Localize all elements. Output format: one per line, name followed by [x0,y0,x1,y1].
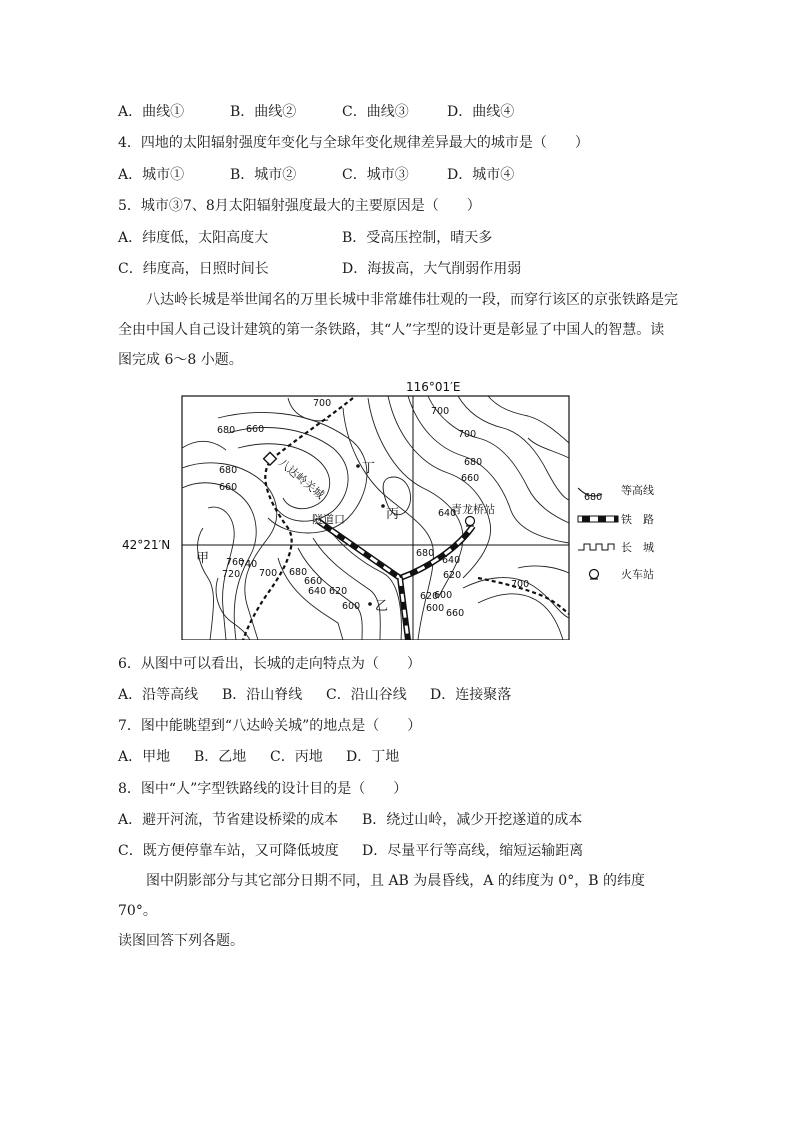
label-bing: 丙 [386,507,400,522]
q8-stem: 8．图中“人”字型铁路线的设计目的是（ ） [118,781,408,797]
contour-line [408,396,569,543]
q6-option-d: D．连接聚落 [430,687,512,703]
q5-option-c: C．纬度高，日照时间长 [118,261,269,277]
contour-label: 600 [426,603,445,614]
q5-stem: 5．城市③7、8月太阳辐射强度最大的主要原因是（ ） [118,198,481,214]
contour-label: 660 [246,424,265,435]
longitude-label: 116°01′E [406,380,461,394]
contour-label: 740 [239,559,258,570]
contour-label: 700 [431,406,450,417]
contour-line [388,396,491,578]
contour-label: 700 [313,398,332,409]
q7-option-d: D．丁地 [346,749,400,765]
contour-label: 680 [219,465,238,476]
legend-contour-label: 等高线 [621,484,654,497]
q4-option-c: C．城市③ [342,167,409,183]
contour-line [182,441,226,450]
label-yi: 乙 [375,599,389,614]
legend-contour-sample: 680 [584,492,603,503]
intro1-line3: 图完成 6～8 小题。 [118,352,243,368]
contour-line [458,396,569,500]
contour-label: 600 [434,590,453,601]
label-ding: 丁 [362,461,376,476]
contour-label: 680 [464,457,483,468]
legend-wall-label: 长 城 [621,541,654,554]
q6-option-c: C．沿山谷线 [326,687,407,703]
guancheng-icon [264,452,277,465]
q7-option-a: A．甲地 [118,749,171,765]
q5-option-d: D．海拔高，大气削弱作用弱 [342,261,522,277]
contour-label: 640 [438,508,457,519]
intro-paragraph-2 [118,866,678,956]
contour-label: 600 [342,601,361,612]
contour-label: 660 [219,482,238,493]
contour-label: 660 [446,608,465,619]
contour-label: 680 [289,567,308,578]
label-station: 青龙桥站 [451,503,495,516]
q5-option-a: A．纬度低，太阳高度大 [118,230,269,246]
intro1-line1: 八达岭长城是举世闻名的万里长城中非常雄伟壮观的一段，而穿行该区的京张铁路是完 [146,292,678,308]
q4-option-b: B．城市② [230,167,297,183]
contour-label: 680 [416,548,435,559]
contour-label: 620 [420,591,439,602]
q8-option-b: B．绕过山岭，减少开挖遂道的成本 [362,812,583,828]
contour-line [428,396,569,523]
contour-label: 760 [226,557,245,568]
label-tunnel: 隧道口 [312,513,345,526]
contour-label: 620 [443,570,462,581]
point-bing-marker [381,504,385,508]
railway-branch-east [400,526,473,578]
legend-railway-label: 铁 路 [621,513,654,526]
q4-option-a: A．城市① [118,167,185,183]
intro2-line1: 图中阴影部分与其它部分日期不同，且 AB 为晨昏线，A 的纬度为 0°，B 的纬度 70°。 [118,873,645,919]
intro1-line2: 全由中国人自己设计建筑的第一条铁路，其“人”字型的设计更是彰显了中国人的智慧。读 [118,322,665,338]
q8-option-d: D．尽量平行等高线，缩短运输距离 [362,843,584,859]
contour-label: 640 [308,586,327,597]
q4-option-d: D．城市④ [447,167,515,183]
q6-option-b: B．沿山脊线 [222,687,303,703]
q5-option-b: B．受高压控制，晴天多 [342,230,493,246]
q7-option-b: B．乙地 [194,749,247,765]
badaling-contour-map [118,378,678,640]
legend-wall-symbol [578,544,614,550]
contour-label: 620 [329,586,348,597]
latitude-label: 42°21′N [122,538,171,552]
legend-station-label: 火车站 [621,568,654,581]
contour-line [488,396,569,443]
intro-paragraph-1 [118,285,678,375]
intro2-line2: 读图回答下列各题。 [118,933,244,949]
q6-option-a: A．沿等高线 [118,687,199,703]
contour-line [528,438,569,458]
point-yi-marker [368,602,372,606]
q3-option-a: A．曲线① [118,104,185,120]
contour-label: 660 [304,576,323,587]
train-station-icon [466,517,475,527]
legend-station-symbol [590,570,599,579]
label-guancheng: 八达岭关城 [276,456,327,502]
q6-stem: 6．从图中可以看出，长城的走向特点为（ ） [118,656,421,672]
contour-label: 720 [222,569,241,580]
contour-label: 700 [259,568,278,579]
contour-label: 680 [217,425,236,436]
legend [578,483,654,581]
point-ding-marker [356,464,360,468]
railway-branch-east-inner [400,526,473,578]
contour-line [518,566,569,573]
label-jia: 甲 [196,551,210,566]
contour-label: 660 [461,473,480,484]
q3-option-d: D．曲线④ [447,104,515,120]
contour-label: 700 [511,579,530,590]
contour-label: 640 [442,555,461,566]
legend-railway-symbol [578,516,618,522]
q7-stem: 7．图中能眺望到“八达岭关城”的地点是（ ） [118,718,422,734]
contour-label: 700 [458,429,477,440]
contour-line [278,558,343,640]
q8-option-c: C．既方便停靠车站，又可降低坡度 [118,843,339,859]
q3-option-c: C．曲线③ [342,104,409,120]
q7-option-c: C．丙地 [270,749,323,765]
q3-option-b: B．曲线② [230,104,297,120]
q4-stem: 4．四地的太阳辐射强度年变化与全球年变化规律差异最大的城市是（ ） [118,135,589,151]
q8-option-a: A．避开河流，节省建设桥梁的成本 [118,812,339,828]
